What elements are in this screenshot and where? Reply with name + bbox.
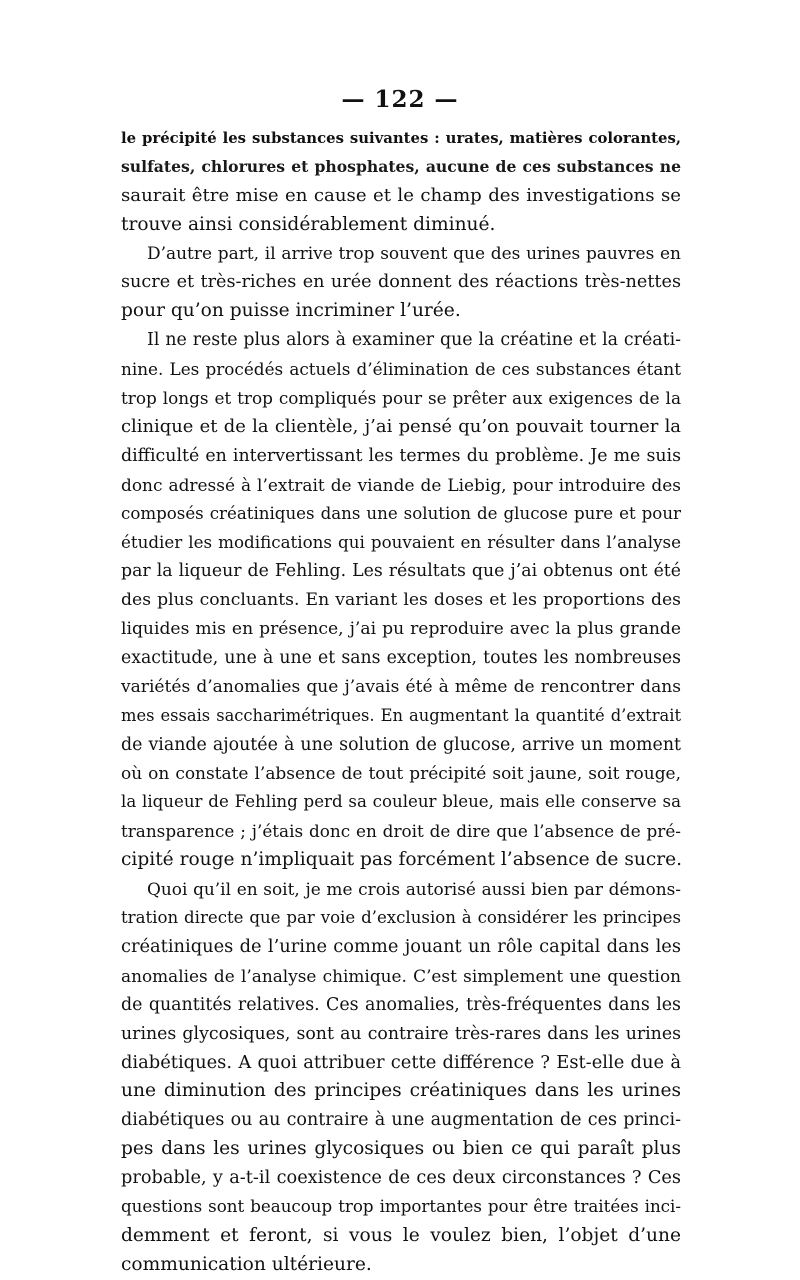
text-line: où on constate l’absence de tout précipité soit jaune, soit rouge, bbox=[121, 763, 681, 784]
text-line: créatiniques de l’urine comme jouant un rôle capital dans les bbox=[121, 935, 681, 957]
text-line: urines glycosiques, sont au contraire très-rares dans les urines bbox=[121, 1023, 681, 1044]
text-line: probable, y a-t-il coexistence de ces deux circonstances ? Ces bbox=[121, 1168, 681, 1189]
text-line: cipité rouge n’impliquait pas forcément l’absence de sucre. bbox=[121, 849, 683, 871]
text-line: pour qu’on puisse incriminer l’urée. bbox=[121, 300, 461, 322]
text-line: par la liqueur de Fehling. Les résultats que j’ai obtenus ont été bbox=[121, 561, 681, 582]
text-line: mes essais saccharimétriques. En augmentant la quantité d’extrait bbox=[121, 705, 681, 725]
text-line: diabétiques. A quoi attribuer cette différence ? Est-elle due à bbox=[121, 1051, 681, 1073]
text-line: le précipité les substances suivantes : urates, matières colorantes, bbox=[121, 129, 681, 147]
paragraph-start-line: D’autre part, il arrive trop souvent que des urines pauvres en bbox=[147, 243, 681, 264]
text-line: nine. Les procédés actuels d’élimination de ces substances étant bbox=[121, 359, 681, 380]
text-line: demment et feront, si vous le voulez bien, l’objet d’une bbox=[121, 1224, 681, 1246]
body-text bbox=[121, 124, 681, 1280]
text-line: tration directe que par voie d’exclusion à considérer les principes bbox=[121, 908, 681, 928]
text-line: anomalies de l’analyse chimique. C’est simplement une question bbox=[121, 965, 681, 986]
text-line: étudier les modifications qui pouvaient en résulter dans l’analyse bbox=[121, 532, 681, 553]
text-line: sulfates, chlorures et phosphates, aucune de ces substances ne bbox=[121, 156, 681, 176]
text-line: sucre et très-riches en urée donnent des réactions très-nettes bbox=[121, 272, 681, 293]
page-number: — 122 — bbox=[341, 86, 459, 113]
text-line: une diminution des principes créatiniques dans les urines bbox=[121, 1080, 681, 1102]
text-line: difficulté en intervertissant les termes du problème. Je me suis bbox=[121, 445, 681, 466]
text-line: diabétiques ou au contraire à une augmentation de ces princi- bbox=[121, 1110, 681, 1131]
text-line: de viande ajoutée à une solution de glucose, arrive un moment bbox=[121, 734, 681, 755]
text-line: trop longs et trop compliqués pour se prêter aux exigences de la bbox=[121, 388, 681, 409]
text-line: donc adressé à l’extrait de viande de Liebig, pour introduire des bbox=[121, 474, 681, 495]
text-line: des plus concluants. En variant les doses et les proportions des bbox=[121, 590, 681, 611]
text-line: questions sont beaucoup trop importantes pour être traitées inci- bbox=[121, 1196, 681, 1216]
paragraph-start-line: Il ne reste plus alors à examiner que la créatine et la créati- bbox=[147, 330, 681, 351]
text-line: de quantités relatives. Ces anomalies, très-fréquentes dans les bbox=[121, 994, 681, 1015]
text-line: exactitude, une à une et sans exception, toutes les nombreuses bbox=[121, 648, 681, 669]
paragraph-start-line: Quoi qu’il en soit, je me crois autorisé aussi bien par démons- bbox=[147, 879, 681, 900]
text-line: saurait être mise en cause et le champ des investigations se bbox=[121, 184, 681, 206]
text-line: variétés d’anomalies que j’avais été à même de rencontrer dans bbox=[121, 676, 681, 697]
text-line: pes dans les urines glycosiques ou bien ce qui paraît plus bbox=[121, 1138, 681, 1160]
text-line: trouve ainsi considérablement diminué. bbox=[121, 213, 496, 235]
text-line: composés créatiniques dans une solution de glucose pure et pour bbox=[121, 503, 681, 523]
text-line: clinique et de la clientèle, j’ai pensé qu’on pouvait tourner la bbox=[121, 415, 681, 437]
text-line: transparence ; j’étais donc en droit de dire que l’absence de pré- bbox=[121, 821, 681, 842]
text-line: communication ultérieure. bbox=[121, 1253, 372, 1275]
text-line: liquides mis en présence, j’ai pu reproduire avec la plus grande bbox=[121, 619, 681, 640]
text-line: la liqueur de Fehling perd sa couleur bleue, mais elle conserve sa bbox=[121, 792, 681, 812]
